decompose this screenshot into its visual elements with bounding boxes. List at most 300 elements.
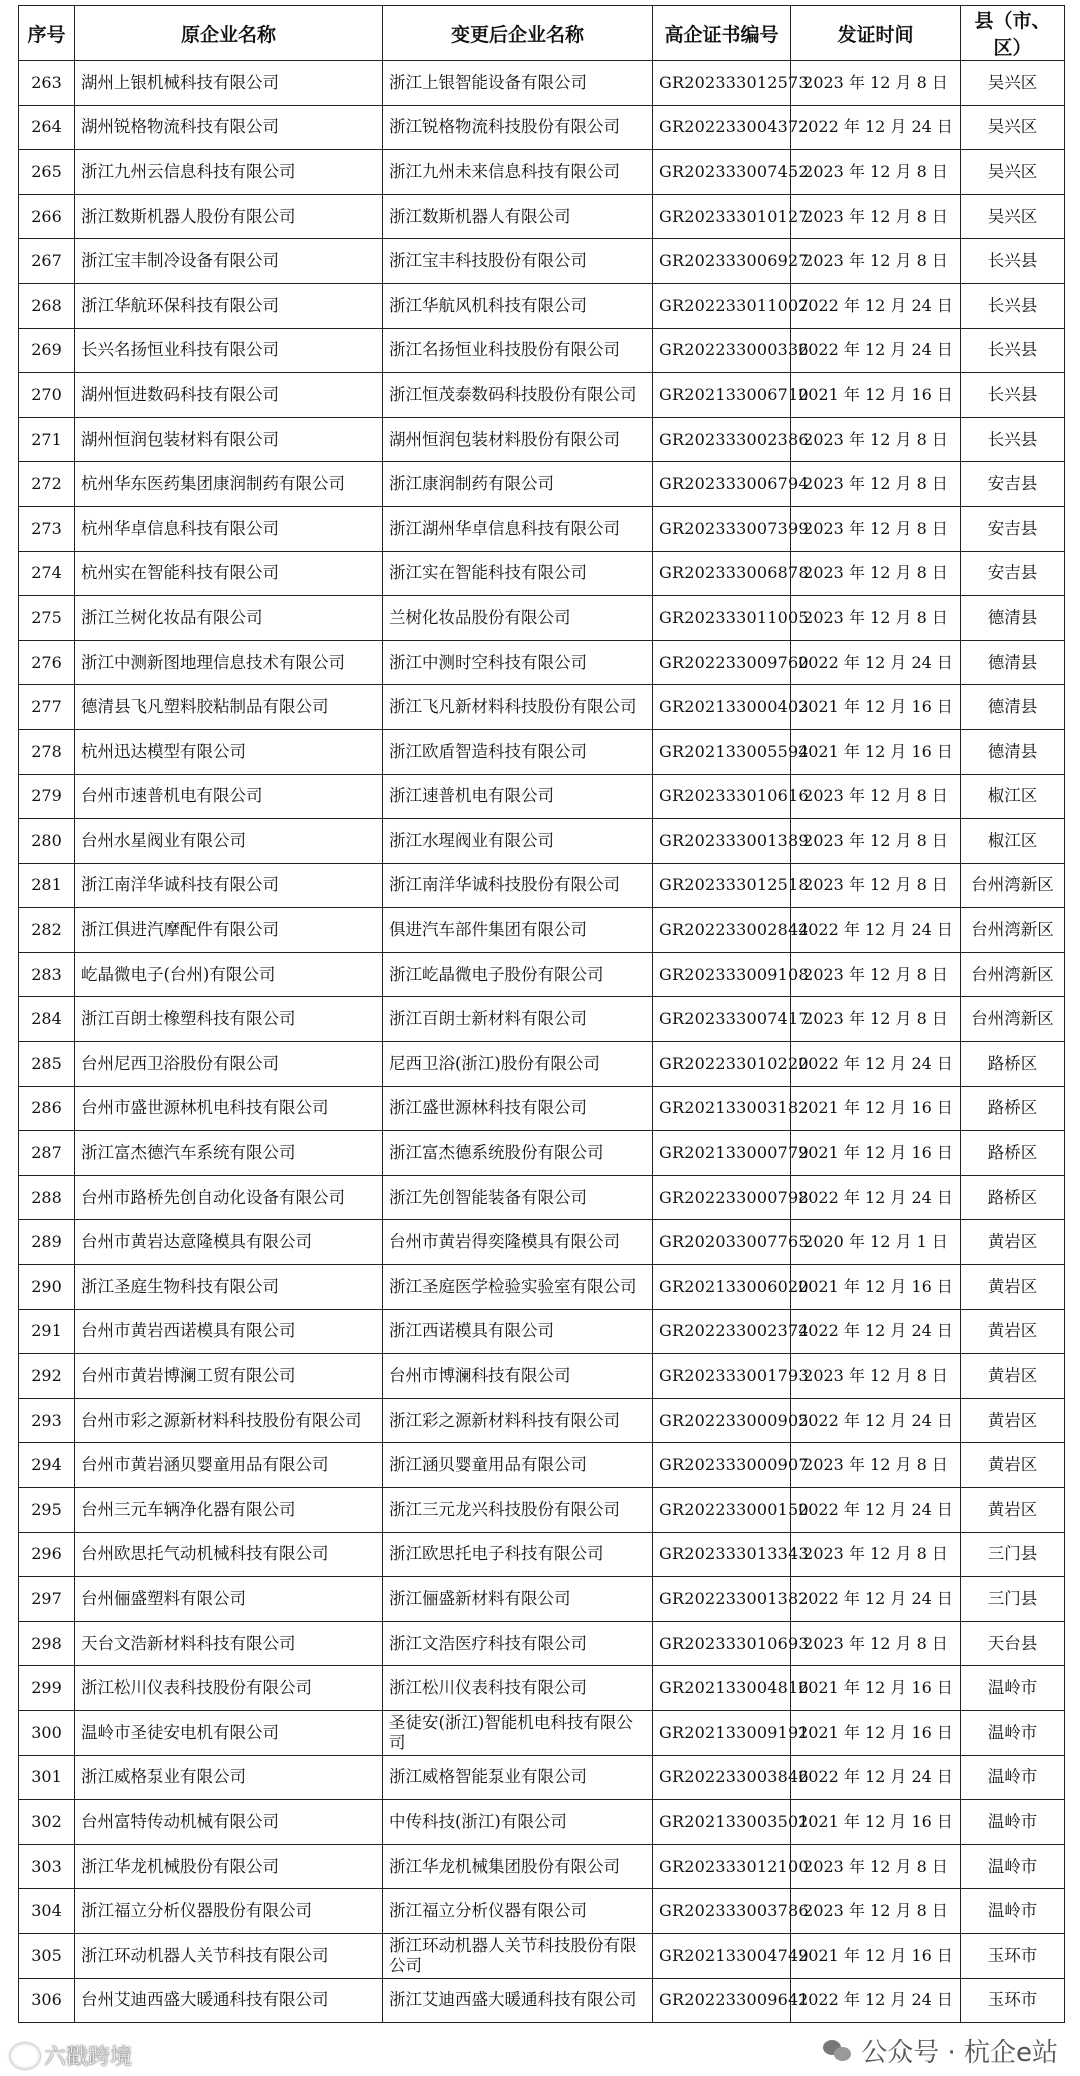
- original-name-cell: 浙江九州云信息科技有限公司: [75, 150, 383, 195]
- certificate-no-cell: GR202233000905: [653, 1398, 791, 1443]
- issue-date-cell: 2021 年 12 月 16 日: [791, 1800, 961, 1845]
- district-cell: 温岭市: [961, 1666, 1065, 1711]
- original-name-cell: 杭州实在智能科技有限公司: [75, 551, 383, 596]
- certificate-no-cell: GR202233002844: [653, 908, 791, 953]
- issue-date-cell: 2023 年 12 月 8 日: [791, 506, 961, 551]
- certificate-no-cell: GR202233010220: [653, 1042, 791, 1087]
- issue-date-cell: 2023 年 12 月 8 日: [791, 462, 961, 507]
- original-name-cell: 湖州恒进数码科技有限公司: [75, 373, 383, 418]
- issue-date-cell: 2023 年 12 月 8 日: [791, 596, 961, 641]
- row-index: 292: [19, 1354, 75, 1399]
- original-name-cell: 浙江松川仪表科技股份有限公司: [75, 1666, 383, 1711]
- table-row: [19, 1042, 1065, 1087]
- table-row: [19, 61, 1065, 106]
- district-cell: 吴兴区: [961, 150, 1065, 195]
- issue-date-cell: 2023 年 12 月 8 日: [791, 61, 961, 106]
- certificate-no-cell: GR202233009760: [653, 640, 791, 685]
- certificate-no-cell: GR202133006710: [653, 373, 791, 418]
- issue-date-cell: 2022 年 12 月 24 日: [791, 328, 961, 373]
- table-row: [19, 1220, 1065, 1265]
- certificate-no-cell: GR202333010127: [653, 194, 791, 239]
- issue-date-cell: 2023 年 12 月 8 日: [791, 150, 961, 195]
- new-name-cell: 浙江松川仪表科技有限公司: [383, 1666, 653, 1711]
- row-index: 263: [19, 61, 75, 106]
- certificate-no-cell: GR202033007765: [653, 1220, 791, 1265]
- table-row: [19, 328, 1065, 373]
- certificate-no-cell: GR202333012573: [653, 61, 791, 106]
- new-name-cell: 浙江宝丰科技股份有限公司: [383, 239, 653, 284]
- table-row: [19, 1800, 1065, 1845]
- district-cell: 黄岩区: [961, 1443, 1065, 1488]
- issue-date-cell: 2021 年 12 月 16 日: [791, 1710, 961, 1755]
- table-row: [19, 1443, 1065, 1488]
- table-row: [19, 1175, 1065, 1220]
- original-name-cell: 浙江威格泵业有限公司: [75, 1755, 383, 1800]
- row-index: 272: [19, 462, 75, 507]
- district-cell: 安吉县: [961, 506, 1065, 551]
- new-name-cell: 浙江西诺模具有限公司: [383, 1309, 653, 1354]
- original-name-cell: 浙江兰树化妆品有限公司: [75, 596, 383, 641]
- row-index: 304: [19, 1889, 75, 1934]
- district-cell: 温岭市: [961, 1889, 1065, 1934]
- header-district: 县（市、区）: [961, 6, 1065, 61]
- table-row: [19, 1755, 1065, 1800]
- district-cell: 黄岩区: [961, 1398, 1065, 1443]
- original-name-cell: 台州尼西卫浴股份有限公司: [75, 1042, 383, 1087]
- certificate-no-cell: GR202333010616: [653, 774, 791, 819]
- certificate-no-cell: GR202133006020: [653, 1265, 791, 1310]
- issue-date-cell: 2022 年 12 月 24 日: [791, 1488, 961, 1533]
- table-row: [19, 863, 1065, 908]
- issue-date-cell: 2021 年 12 月 16 日: [791, 1666, 961, 1711]
- row-index: 279: [19, 774, 75, 819]
- original-name-cell: 台州市黄岩博澜工贸有限公司: [75, 1354, 383, 1399]
- new-name-cell: 浙江屹晶微电子股份有限公司: [383, 952, 653, 997]
- row-index: 303: [19, 1844, 75, 1889]
- original-name-cell: 浙江俱进汽摩配件有限公司: [75, 908, 383, 953]
- new-name-cell: 浙江华航风机科技有限公司: [383, 283, 653, 328]
- new-name-cell: 浙江数斯机器人有限公司: [383, 194, 653, 239]
- original-name-cell: 浙江圣庭生物科技有限公司: [75, 1265, 383, 1310]
- district-cell: 路桥区: [961, 1086, 1065, 1131]
- certificate-no-cell: GR202233001382: [653, 1577, 791, 1622]
- original-name-cell: 台州市黄岩西诺模具有限公司: [75, 1309, 383, 1354]
- certificate-no-cell: GR202233004372: [653, 105, 791, 150]
- certificate-no-cell: GR202333002386: [653, 417, 791, 462]
- original-name-cell: 台州市路桥先创自动化设备有限公司: [75, 1175, 383, 1220]
- original-name-cell: 浙江数斯机器人股份有限公司: [75, 194, 383, 239]
- row-index: 299: [19, 1666, 75, 1711]
- table-row: [19, 462, 1065, 507]
- original-name-cell: 台州水星阀业有限公司: [75, 819, 383, 864]
- new-name-cell: 浙江华龙机械集团股份有限公司: [383, 1844, 653, 1889]
- certificate-no-cell: GR202133003501: [653, 1800, 791, 1845]
- row-index: 296: [19, 1532, 75, 1577]
- table-row: [19, 1532, 1065, 1577]
- new-name-cell: 俱进汽车部件集团有限公司: [383, 908, 653, 953]
- new-name-cell: 台州市博澜科技有限公司: [383, 1354, 653, 1399]
- row-index: 274: [19, 551, 75, 596]
- original-name-cell: 台州富特传动机械有限公司: [75, 1800, 383, 1845]
- certificate-no-cell: GR202333001389: [653, 819, 791, 864]
- header-issue-date: 发证时间: [791, 6, 961, 61]
- certificate-no-cell: GR202333012518: [653, 863, 791, 908]
- district-cell: 台州湾新区: [961, 863, 1065, 908]
- table-row: [19, 1710, 1065, 1755]
- issue-date-cell: 2023 年 12 月 8 日: [791, 1844, 961, 1889]
- district-cell: 椒江区: [961, 774, 1065, 819]
- district-cell: 三门县: [961, 1532, 1065, 1577]
- new-name-cell: 中传科技(浙江)有限公司: [383, 1800, 653, 1845]
- table-row: [19, 551, 1065, 596]
- issue-date-cell: 2020 年 12 月 1 日: [791, 1220, 961, 1265]
- original-name-cell: 台州市黄岩达意隆模具有限公司: [75, 1220, 383, 1265]
- new-name-cell: 兰树化妆品股份有限公司: [383, 596, 653, 641]
- new-name-cell: 浙江艾迪西盛大暖通科技有限公司: [383, 1978, 653, 2023]
- issue-date-cell: 2023 年 12 月 8 日: [791, 1532, 961, 1577]
- new-name-cell: 浙江水瑆阀业有限公司: [383, 819, 653, 864]
- district-cell: 长兴县: [961, 373, 1065, 418]
- original-name-cell: 杭州迅达模型有限公司: [75, 729, 383, 774]
- new-name-cell: 浙江文浩医疗科技有限公司: [383, 1621, 653, 1666]
- district-cell: 路桥区: [961, 1131, 1065, 1176]
- row-index: 276: [19, 640, 75, 685]
- district-cell: 温岭市: [961, 1755, 1065, 1800]
- district-cell: 德清县: [961, 685, 1065, 730]
- certificate-no-cell: GR202333007417: [653, 997, 791, 1042]
- district-cell: 长兴县: [961, 239, 1065, 284]
- certificate-no-cell: GR202333006794: [653, 462, 791, 507]
- right-watermark: [823, 2032, 1058, 2069]
- table-row: [19, 1309, 1065, 1354]
- issue-date-cell: 2022 年 12 月 24 日: [791, 1042, 961, 1087]
- certificate-no-cell: GR202133000403: [653, 685, 791, 730]
- table-row: [19, 105, 1065, 150]
- district-cell: 椒江区: [961, 819, 1065, 864]
- new-name-cell: 浙江速普机电有限公司: [383, 774, 653, 819]
- certificate-no-cell: GR202133004816: [653, 1666, 791, 1711]
- issue-date-cell: 2021 年 12 月 16 日: [791, 1086, 961, 1131]
- new-name-cell: 台州市黄岩得奕隆模具有限公司: [383, 1220, 653, 1265]
- left-watermark: [10, 2040, 132, 2071]
- original-name-cell: 浙江环动机器人关节科技有限公司: [75, 1933, 383, 1978]
- issue-date-cell: 2023 年 12 月 8 日: [791, 1443, 961, 1488]
- row-index: 267: [19, 239, 75, 284]
- issue-date-cell: 2023 年 12 月 8 日: [791, 551, 961, 596]
- table-row: [19, 819, 1065, 864]
- table-row: [19, 1354, 1065, 1399]
- new-name-cell: 浙江实在智能科技有限公司: [383, 551, 653, 596]
- original-name-cell: 天台文浩新材料科技有限公司: [75, 1621, 383, 1666]
- row-index: 297: [19, 1577, 75, 1622]
- row-index: 287: [19, 1131, 75, 1176]
- district-cell: 温岭市: [961, 1844, 1065, 1889]
- certificate-no-cell: GR202233003846: [653, 1755, 791, 1800]
- certificate-no-cell: GR202233000336: [653, 328, 791, 373]
- table-row: [19, 1666, 1065, 1711]
- table-row: [19, 506, 1065, 551]
- district-cell: 天台县: [961, 1621, 1065, 1666]
- district-cell: 玉环市: [961, 1933, 1065, 1978]
- original-name-cell: 杭州华卓信息科技有限公司: [75, 506, 383, 551]
- document-page: [18, 5, 1064, 2023]
- certificate-no-cell: GR202333012100: [653, 1844, 791, 1889]
- row-index: 291: [19, 1309, 75, 1354]
- certificate-no-cell: GR202133003182: [653, 1086, 791, 1131]
- table-row: [19, 1933, 1065, 1978]
- new-name-cell: 浙江九州未来信息科技有限公司: [383, 150, 653, 195]
- issue-date-cell: 2023 年 12 月 8 日: [791, 1889, 961, 1934]
- certificate-no-cell: GR202233000798: [653, 1175, 791, 1220]
- row-index: 300: [19, 1710, 75, 1755]
- issue-date-cell: 2023 年 12 月 8 日: [791, 863, 961, 908]
- row-index: 305: [19, 1933, 75, 1978]
- district-cell: 长兴县: [961, 283, 1065, 328]
- issue-date-cell: 2022 年 12 月 24 日: [791, 1755, 961, 1800]
- table-row: [19, 997, 1065, 1042]
- new-name-cell: 浙江俪盛新材料有限公司: [383, 1577, 653, 1622]
- district-cell: 黄岩区: [961, 1265, 1065, 1310]
- table-row: [19, 596, 1065, 641]
- original-name-cell: 浙江中测新图地理信息技术有限公司: [75, 640, 383, 685]
- issue-date-cell: 2021 年 12 月 16 日: [791, 685, 961, 730]
- new-name-cell: 浙江圣庭医学检验实验室有限公司: [383, 1265, 653, 1310]
- header-original-name: 原企业名称: [75, 6, 383, 61]
- issue-date-cell: 2023 年 12 月 8 日: [791, 194, 961, 239]
- certificate-no-cell: GR202133009191: [653, 1710, 791, 1755]
- original-name-cell: 浙江百朗士橡塑科技有限公司: [75, 997, 383, 1042]
- certificate-no-cell: GR202333000907: [653, 1443, 791, 1488]
- certificate-no-cell: GR202333011005: [653, 596, 791, 641]
- original-name-cell: 浙江宝丰制冷设备有限公司: [75, 239, 383, 284]
- table-row: [19, 1844, 1065, 1889]
- certificate-no-cell: GR202333007452: [653, 150, 791, 195]
- right-watermark-text: 公众号 · 杭企e站: [861, 2038, 1058, 2068]
- row-index: 306: [19, 1978, 75, 2023]
- new-name-cell: 浙江欧盾智造科技有限公司: [383, 729, 653, 774]
- certificate-no-cell: GR202333010693: [653, 1621, 791, 1666]
- certificate-no-cell: GR202233002374: [653, 1309, 791, 1354]
- new-name-cell: 浙江欧思托电子科技有限公司: [383, 1532, 653, 1577]
- row-index: 295: [19, 1488, 75, 1533]
- row-index: 270: [19, 373, 75, 418]
- row-index: 283: [19, 952, 75, 997]
- district-cell: 德清县: [961, 640, 1065, 685]
- original-name-cell: 台州艾迪西盛大暖通科技有限公司: [75, 1978, 383, 2023]
- row-index: 271: [19, 417, 75, 462]
- table-row: [19, 729, 1065, 774]
- new-name-cell: 浙江福立分析仪器有限公司: [383, 1889, 653, 1934]
- row-index: 275: [19, 596, 75, 641]
- district-cell: 吴兴区: [961, 105, 1065, 150]
- row-index: 269: [19, 328, 75, 373]
- table-row: [19, 1265, 1065, 1310]
- certificate-no-cell: GR202333006927: [653, 239, 791, 284]
- new-name-cell: 圣徒安(浙江)智能机电科技有限公司: [383, 1710, 653, 1755]
- new-name-cell: 浙江威格智能泵业有限公司: [383, 1755, 653, 1800]
- table-header-row: [19, 6, 1065, 61]
- issue-date-cell: 2021 年 12 月 16 日: [791, 1131, 961, 1176]
- certificate-no-cell: GR202133004749: [653, 1933, 791, 1978]
- district-cell: 三门县: [961, 1577, 1065, 1622]
- district-cell: 玉环市: [961, 1978, 1065, 2023]
- issue-date-cell: 2023 年 12 月 8 日: [791, 1354, 961, 1399]
- new-name-cell: 浙江涵贝婴童用品有限公司: [383, 1443, 653, 1488]
- original-name-cell: 长兴名扬恒业科技有限公司: [75, 328, 383, 373]
- row-index: 284: [19, 997, 75, 1042]
- table-row: [19, 373, 1065, 418]
- district-cell: 台州湾新区: [961, 908, 1065, 953]
- certificate-no-cell: GR202333007399: [653, 506, 791, 551]
- new-name-cell: 浙江名扬恒业科技股份有限公司: [383, 328, 653, 373]
- district-cell: 德清县: [961, 729, 1065, 774]
- district-cell: 台州湾新区: [961, 997, 1065, 1042]
- new-name-cell: 浙江康润制药有限公司: [383, 462, 653, 507]
- original-name-cell: 台州市盛世源林机电科技有限公司: [75, 1086, 383, 1131]
- table-row: [19, 417, 1065, 462]
- district-cell: 路桥区: [961, 1042, 1065, 1087]
- issue-date-cell: 2022 年 12 月 24 日: [791, 908, 961, 953]
- issue-date-cell: 2023 年 12 月 8 日: [791, 1621, 961, 1666]
- district-cell: 安吉县: [961, 551, 1065, 596]
- row-index: 273: [19, 506, 75, 551]
- issue-date-cell: 2023 年 12 月 8 日: [791, 417, 961, 462]
- table-row: [19, 1488, 1065, 1533]
- table-row: [19, 1131, 1065, 1176]
- row-index: 301: [19, 1755, 75, 1800]
- new-name-cell: 浙江百朗士新材料有限公司: [383, 997, 653, 1042]
- table-row: [19, 239, 1065, 284]
- table-row: [19, 685, 1065, 730]
- row-index: 298: [19, 1621, 75, 1666]
- row-index: 285: [19, 1042, 75, 1087]
- district-cell: 长兴县: [961, 328, 1065, 373]
- table-row: [19, 1086, 1065, 1131]
- issue-date-cell: 2023 年 12 月 8 日: [791, 774, 961, 819]
- row-index: 265: [19, 150, 75, 195]
- district-cell: 德清县: [961, 596, 1065, 641]
- new-name-cell: 浙江恒茂泰数码科技股份有限公司: [383, 373, 653, 418]
- new-name-cell: 湖州恒润包装材料股份有限公司: [383, 417, 653, 462]
- table-row: [19, 1978, 1065, 2023]
- original-name-cell: 温岭市圣徒安电机有限公司: [75, 1710, 383, 1755]
- certificate-no-cell: GR202333001793: [653, 1354, 791, 1399]
- table-row: [19, 1398, 1065, 1443]
- row-index: 282: [19, 908, 75, 953]
- issue-date-cell: 2023 年 12 月 8 日: [791, 819, 961, 864]
- issue-date-cell: 2022 年 12 月 24 日: [791, 283, 961, 328]
- certificate-no-cell: GR202233011007: [653, 283, 791, 328]
- row-index: 281: [19, 863, 75, 908]
- new-name-cell: 浙江上银智能设备有限公司: [383, 61, 653, 106]
- original-name-cell: 台州欧思托气动机械科技有限公司: [75, 1532, 383, 1577]
- original-name-cell: 台州市速普机电有限公司: [75, 774, 383, 819]
- certificate-no-cell: GR202333009108: [653, 952, 791, 997]
- district-cell: 吴兴区: [961, 194, 1065, 239]
- original-name-cell: 浙江富杰德汽车系统有限公司: [75, 1131, 383, 1176]
- district-cell: 黄岩区: [961, 1220, 1065, 1265]
- row-index: 268: [19, 283, 75, 328]
- new-name-cell: 浙江富杰德系统股份有限公司: [383, 1131, 653, 1176]
- table-row: [19, 150, 1065, 195]
- row-index: 286: [19, 1086, 75, 1131]
- issue-date-cell: 2022 年 12 月 24 日: [791, 1398, 961, 1443]
- original-name-cell: 浙江华航环保科技有限公司: [75, 283, 383, 328]
- certificate-no-cell: GR202233000150: [653, 1488, 791, 1533]
- issue-date-cell: 2022 年 12 月 24 日: [791, 640, 961, 685]
- wechat-icon: [823, 2038, 853, 2064]
- table-row: [19, 283, 1065, 328]
- new-name-cell: 浙江环动机器人关节科技股份有限公司: [383, 1933, 653, 1978]
- district-cell: 黄岩区: [961, 1488, 1065, 1533]
- district-cell: 温岭市: [961, 1710, 1065, 1755]
- table-body: [19, 61, 1065, 2023]
- issue-date-cell: 2022 年 12 月 24 日: [791, 105, 961, 150]
- new-name-cell: 浙江湖州华卓信息科技有限公司: [383, 506, 653, 551]
- table-row: [19, 1577, 1065, 1622]
- original-name-cell: 屹晶微电子(台州)有限公司: [75, 952, 383, 997]
- original-name-cell: 台州三元车辆净化器有限公司: [75, 1488, 383, 1533]
- issue-date-cell: 2023 年 12 月 8 日: [791, 952, 961, 997]
- certificate-no-cell: GR202333013343: [653, 1532, 791, 1577]
- issue-date-cell: 2021 年 12 月 16 日: [791, 373, 961, 418]
- original-name-cell: 湖州锐格物流科技有限公司: [75, 105, 383, 150]
- row-index: 288: [19, 1175, 75, 1220]
- table-row: [19, 640, 1065, 685]
- original-name-cell: 湖州恒润包装材料有限公司: [75, 417, 383, 462]
- new-name-cell: 尼西卫浴(浙江)股份有限公司: [383, 1042, 653, 1087]
- row-index: 266: [19, 194, 75, 239]
- row-index: 294: [19, 1443, 75, 1488]
- new-name-cell: 浙江南洋华诚科技股份有限公司: [383, 863, 653, 908]
- company-rename-table: [18, 5, 1065, 2023]
- certificate-no-cell: GR202333006878: [653, 551, 791, 596]
- issue-date-cell: 2021 年 12 月 16 日: [791, 1265, 961, 1310]
- issue-date-cell: 2021 年 12 月 16 日: [791, 729, 961, 774]
- row-index: 302: [19, 1800, 75, 1845]
- table-row: [19, 774, 1065, 819]
- certificate-no-cell: GR202133000779: [653, 1131, 791, 1176]
- new-name-cell: 浙江盛世源林科技有限公司: [383, 1086, 653, 1131]
- row-index: 264: [19, 105, 75, 150]
- original-name-cell: 浙江南洋华诚科技有限公司: [75, 863, 383, 908]
- issue-date-cell: 2022 年 12 月 24 日: [791, 1577, 961, 1622]
- new-name-cell: 浙江先创智能装备有限公司: [383, 1175, 653, 1220]
- district-cell: 温岭市: [961, 1800, 1065, 1845]
- left-watermark-text: 六戳跨境: [44, 2045, 133, 2070]
- new-name-cell: 浙江三元龙兴科技股份有限公司: [383, 1488, 653, 1533]
- table-row: [19, 1889, 1065, 1934]
- district-cell: 路桥区: [961, 1175, 1065, 1220]
- original-name-cell: 浙江华龙机械股份有限公司: [75, 1844, 383, 1889]
- district-cell: 长兴县: [961, 417, 1065, 462]
- row-index: 293: [19, 1398, 75, 1443]
- original-name-cell: 浙江福立分析仪器股份有限公司: [75, 1889, 383, 1934]
- original-name-cell: 台州俪盛塑料有限公司: [75, 1577, 383, 1622]
- issue-date-cell: 2023 年 12 月 8 日: [791, 997, 961, 1042]
- header-new-name: 变更后企业名称: [383, 6, 653, 61]
- issue-date-cell: 2022 年 12 月 24 日: [791, 1309, 961, 1354]
- issue-date-cell: 2022 年 12 月 24 日: [791, 1978, 961, 2023]
- row-index: 278: [19, 729, 75, 774]
- original-name-cell: 台州市黄岩涵贝婴童用品有限公司: [75, 1443, 383, 1488]
- table-row: [19, 952, 1065, 997]
- certificate-no-cell: GR202133005594: [653, 729, 791, 774]
- district-cell: 黄岩区: [961, 1309, 1065, 1354]
- row-index: 289: [19, 1220, 75, 1265]
- row-index: 290: [19, 1265, 75, 1310]
- certificate-no-cell: GR202333003786: [653, 1889, 791, 1934]
